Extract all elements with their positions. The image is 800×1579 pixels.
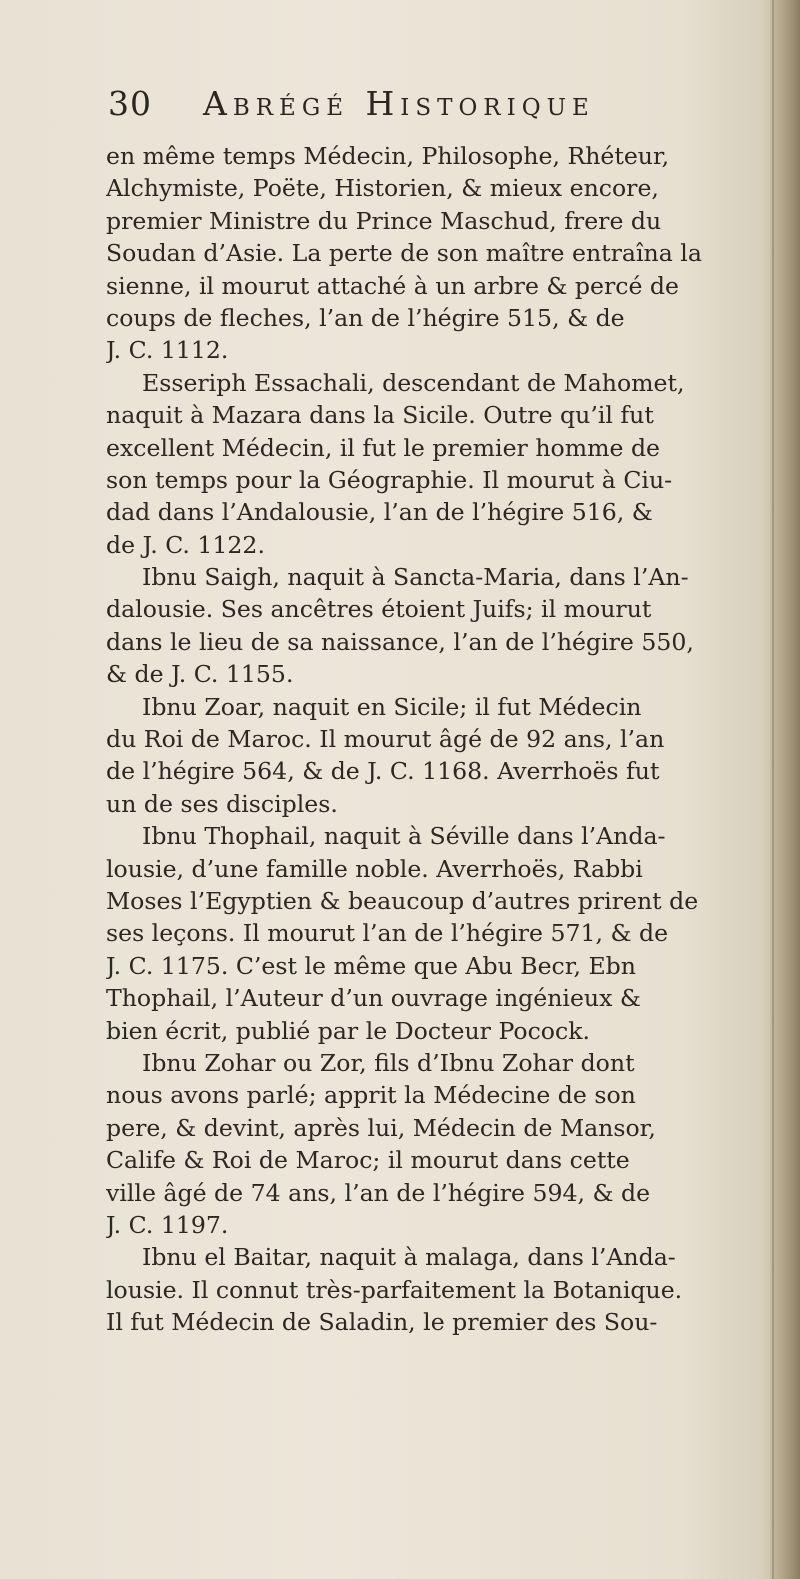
text-line: J. C. 1112. [106,336,229,365]
text-line: coups de fleches, l’an de l’hégire 515, & de [106,303,625,332]
text-line: Il fut Médecin de Saladin, le premier des Sou- [106,1308,658,1337]
page-edge-shadow [770,0,800,1579]
text-line: Esseriph Essachali, descendant de Mahomet, [142,368,685,397]
text-line: ville âgé de 74 ans, l’an de l’hégire 594, & de [106,1178,651,1207]
text-line: premier Ministre du Prince Maschud, frere du [106,206,662,235]
text-line: Ibnu Thophail, naquit à Séville dans l’Anda- [142,822,666,851]
text-line: nous avons parlé; apprit la Médecine de son [106,1081,636,1110]
text-line: dad dans l’Andalousie, l’an de l’hégire 516, & [106,498,653,527]
text-line: J. C. 1175. C’est le même que Abu Becr, Ebn [106,951,636,980]
text-line: en même temps Médecin, Philosophe, Rhéteur, [106,142,670,170]
text-line: de J. C. 1122. [106,530,265,559]
page-number: 30 [108,84,152,123]
text-line: ses leçons. Il mourut l’an de l’hégire 571, & de [106,919,669,948]
text-line: Ibnu Zohar ou Zor, fils d’Ibnu Zohar dont [142,1048,635,1077]
page-edge-line [772,0,774,1579]
text-line: lousie, d’une famille noble. Averrhoës, Rabbi [106,854,643,883]
text-line: excellent Médecin, il fut le premier homme de [106,433,661,462]
text-line: Calife & Roi de Maroc; il mourut dans cette [106,1146,630,1175]
text-line: lousie. Il connut très-parfaitement la Botanique. [106,1275,683,1304]
text-line: un de ses disciples. [106,789,338,818]
text-line: pere, & devint, après lui, Médecin de Mansor, [106,1113,656,1142]
text-line: Ibnu Saigh, naquit à Sancta-Maria, dans l’An- [142,563,689,592]
text-line: Ibnu Zoar, naquit en Sicile; il fut Médecin [142,692,642,721]
text-line: Soudan d’Asie. La perte de son maître entraîna la [106,239,702,268]
text-line: Alchymiste, Poëte, Historien, & mieux encore, [106,174,659,203]
text-line: dalousie. Ses ancêtres étoient Juifs; il mourut [106,595,652,624]
text-line: Ibnu el Baitar, naquit à malaga, dans l’Anda- [142,1243,676,1272]
running-title: Abrégé Historique [203,84,595,123]
text-line: Moses l’Egyptien & beaucoup d’autres prirent de [106,886,699,915]
text-line: J. C. 1197. [106,1210,229,1239]
text-line: dans le lieu de sa naissance, l’an de l’hégire 550, [106,627,694,656]
text-line: Thophail, l’Auteur d’un ouvrage ingénieux & [106,984,641,1013]
body-text [106,140,748,1338]
text-line: & de J. C. 1155. [106,660,294,689]
text-line: sienne, il mourut attaché à un arbre & percé de [106,271,679,300]
text-line: de l’hégire 564, & de J. C. 1168. Averrhoës fut [106,757,660,786]
text-line: bien écrit, publié par le Docteur Pocock. [106,1016,591,1045]
page-header [108,84,728,132]
text-line: naquit à Mazara dans la Sicile. Outre qu’il fut [106,401,654,430]
text-line: son temps pour la Géographie. Il mourut à Ciu- [106,465,673,494]
text-line: du Roi de Maroc. Il mourut âgé de 92 ans, l’an [106,725,665,754]
